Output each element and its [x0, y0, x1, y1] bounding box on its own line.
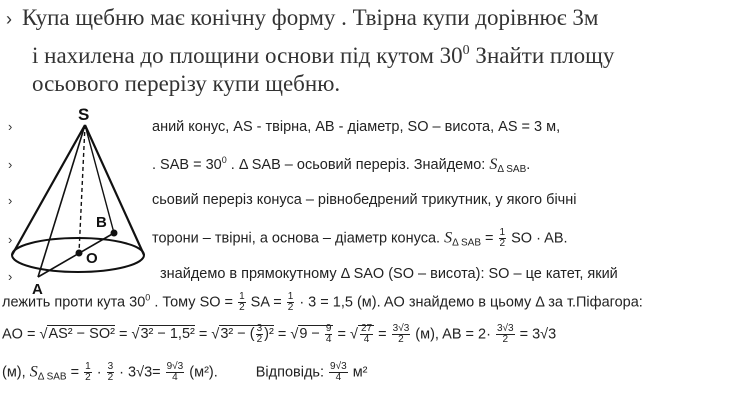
bullet-4: › [8, 232, 13, 247]
numerator: 1 [239, 291, 245, 302]
fraction [107, 362, 115, 383]
problem-text-3: осьового перерізу купи щебню. [32, 71, 341, 96]
problem-text-1: Купа щебню має конічну форму . Твірна купи дорівнює 3м [22, 5, 599, 30]
equals: = [333, 326, 351, 343]
label-A: A [32, 281, 43, 295]
degree-sup-2: 0 [221, 155, 227, 165]
problem-line-1 [6, 2, 598, 35]
sqrt-4 [298, 323, 333, 345]
fraction [84, 362, 92, 383]
denominator: 4 [172, 372, 178, 383]
solution-text-2b: . Δ SAB – осьовий переріз. Знайдемо: [226, 157, 490, 173]
denominator: 2 [239, 302, 245, 313]
label-S: S [78, 105, 90, 124]
sqrt-3-a: 3² − ( [220, 326, 255, 343]
cone-left-generatrix [12, 125, 85, 255]
numerator: 1 [499, 227, 506, 238]
fraction [325, 324, 333, 345]
area-subscript: Δ SAB [497, 164, 527, 175]
denominator: 2 [85, 372, 91, 383]
dot: · [92, 364, 106, 381]
solution-line-1 [152, 119, 560, 135]
numerator: 9√3 [166, 361, 184, 372]
problem-line-3 [32, 68, 340, 99]
fraction [360, 324, 373, 345]
solution-text-6a: лежить проти кута 30 [2, 294, 146, 311]
solution-line-3 [152, 192, 576, 208]
label-B: B [96, 214, 107, 231]
solution-text-6c: SA = [246, 294, 286, 311]
problem-marker: › [6, 9, 12, 29]
denominator: 2 [107, 372, 114, 383]
solution-text-5: знайдемо в прямокутному Δ SAO (SO – висота): SO – це катет, який [160, 266, 618, 282]
solution-text-4a: торони – твірні, а основа – діаметр конуса. [152, 230, 445, 247]
fraction [496, 324, 515, 345]
fraction [166, 362, 185, 383]
sqrt-3 [219, 323, 274, 345]
denominator: 4 [335, 372, 342, 383]
numerator: 9√3 [330, 361, 347, 372]
area-subscript: Δ SAB [37, 371, 67, 383]
fraction-half [499, 228, 507, 249]
problem-line-2 [32, 35, 614, 71]
solution-line-7: AO = √AS² − SO² = √3² − 1,5² = √3² − ( $\frac{3}{2}$ )² = √9 − $\frac{9}{4}$ = √ $\frac{27}{4}$ = $\frac{3√3}{2}$ (м), AB = 2· $\frac{3√3}{2}$ = 3√3 [2, 323, 557, 345]
denominator: 4 [363, 334, 370, 345]
fraction-half [238, 292, 246, 313]
numerator: 3√3 [496, 323, 514, 334]
problem-text-2a: і нахилена до площини основи під кутом 30 [32, 43, 463, 68]
solution-text-7c: (м), AB = 2· [411, 326, 495, 343]
bullet-5: › [8, 269, 13, 284]
solution-text-1: аний конус, AS - твірна, AB - діаметр, SO – висота, AS = 3 м, [152, 119, 561, 135]
numerator: 27 [360, 323, 373, 334]
solution-text-8a: (м), [2, 364, 30, 381]
numerator: 1 [85, 361, 91, 372]
solution-text-8d: (м²). [185, 364, 218, 381]
answer-fraction [329, 362, 348, 383]
area-symbol: S [444, 229, 453, 247]
equals: = [273, 326, 291, 343]
answer-label: Відповідь: [255, 364, 329, 381]
solution-text-2a: . SAB = 30 [152, 157, 222, 173]
equals: = [114, 326, 132, 343]
denominator: 2 [499, 238, 506, 249]
denominator: 2 [256, 334, 263, 345]
bullet-1: › [8, 119, 13, 134]
answer-unit: м² [348, 364, 368, 381]
denominator: 4 [325, 334, 332, 345]
sqrt-2: 3² − 1,5² [140, 326, 195, 343]
numerator: 9 [325, 323, 332, 334]
solution-line-2 [152, 155, 530, 175]
denominator: 2 [398, 334, 404, 345]
solution-text-7d: = 3√3 [515, 326, 557, 343]
sqrt-4-a: 9 − [299, 326, 324, 343]
fraction [392, 324, 411, 345]
degree-sup: 0 [462, 43, 470, 58]
solution-text-6b: . Тому SO = [150, 294, 238, 311]
bullet-3: › [8, 193, 13, 208]
fraction [256, 324, 264, 345]
solution-text-6d: · 3 = 1,5 (м). AO знайдемо в цьому Δ за т.Піфагора: [295, 294, 643, 311]
solution-text-2c: . [526, 157, 531, 173]
solution-text-8c: · 3√3= [115, 364, 165, 381]
solution-line-5 [160, 266, 618, 282]
equals: = [194, 326, 212, 343]
degree-sup-6: 0 [145, 292, 151, 303]
numerator: 3 [256, 323, 263, 334]
solution-line-8 [2, 362, 368, 383]
solution-line-4 [152, 228, 568, 249]
numerator: 3√3 [392, 323, 410, 334]
solution-line-6 [2, 292, 643, 313]
sqrt-1: AS² − SO² [48, 326, 115, 343]
solution-text-4b: SO · AB. [507, 230, 568, 247]
equals: = [374, 326, 391, 343]
area-symbol: S [489, 156, 498, 173]
denominator: 2 [287, 302, 294, 313]
equals: = [66, 364, 84, 381]
ao-label: AO = [2, 326, 40, 343]
equals: = [481, 230, 498, 247]
numerator: 1 [287, 291, 294, 302]
point-B [111, 230, 118, 237]
area-subscript: Δ SAB [452, 237, 482, 249]
bullet-2: › [8, 157, 13, 172]
cone-figure [0, 105, 150, 295]
denominator: 2 [502, 334, 509, 345]
solution-text-3: сьовий переріз конуса – рівнобедрений трикутник, у якого бічні [152, 192, 577, 208]
area-symbol: S [29, 363, 38, 381]
fraction-half [287, 292, 295, 313]
problem-text-2b: Знайти площу [469, 43, 615, 68]
point-O [76, 250, 83, 257]
numerator: 3 [107, 361, 114, 372]
sqrt-5 [358, 323, 374, 345]
sqrt-3-b: )² [264, 326, 274, 343]
label-O: O [86, 250, 98, 267]
